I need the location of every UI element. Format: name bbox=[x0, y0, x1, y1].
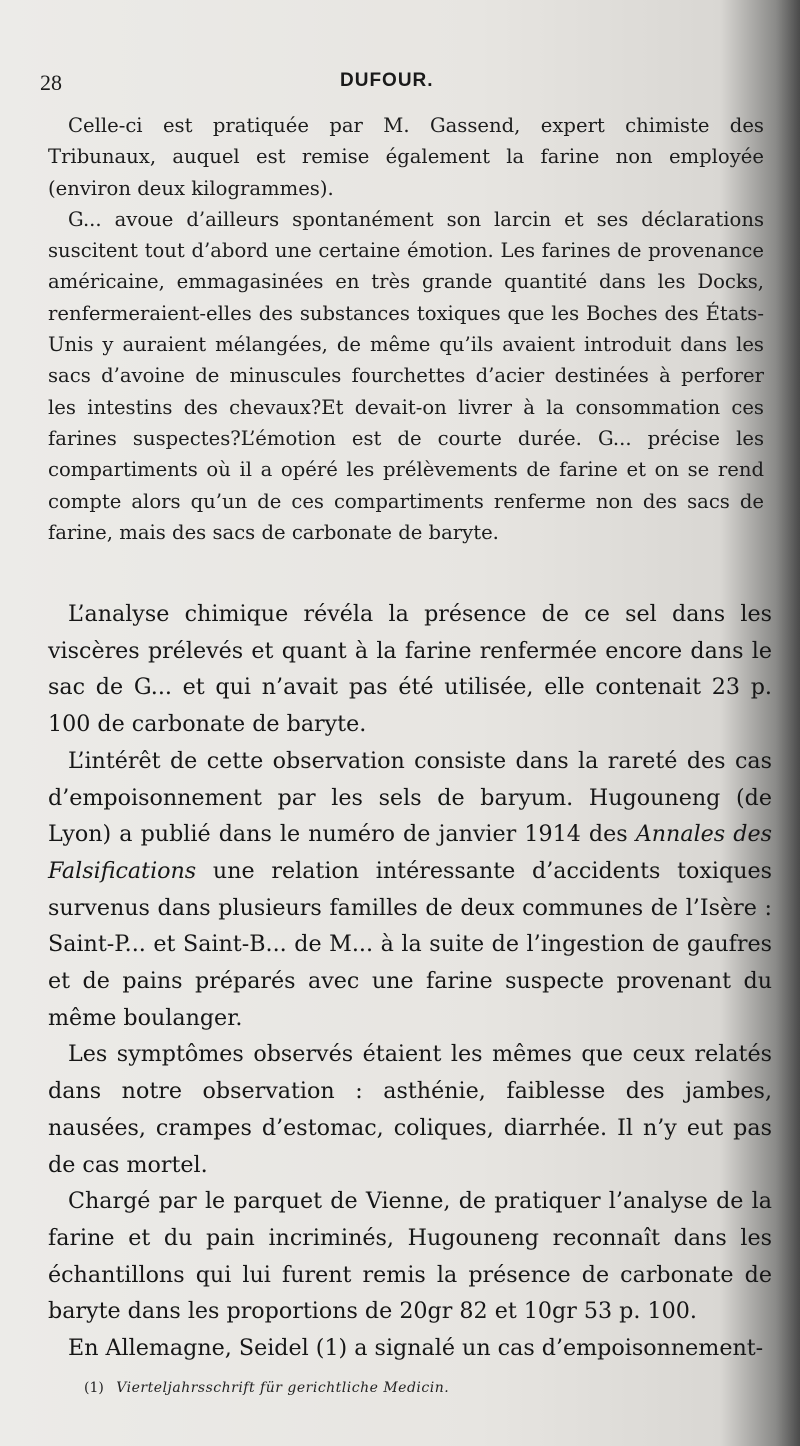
body-text-small bbox=[48, 110, 764, 548]
footnote bbox=[84, 1380, 684, 1396]
paragraph: Les symptômes observés étaient les mêmes que ceux relatés dans notre observation : asthénie, faiblesse des jambes, nausées, crampes d’estomac, coliques, diarrhée. Il n’y eut pas de cas mortel. bbox=[48, 1041, 772, 1178]
body-text-large bbox=[48, 596, 772, 1367]
paragraph: Celle-ci est pratiquée par M. Gassend, expert chimiste des Tribunaux, auquel est remise également la farine non employée (environ deux kilogrammes). bbox=[48, 114, 764, 200]
paragraph: L’analyse chimique révéla la présence de ce sel dans les viscères prélevés et quant à la farine renfermée encore dans le sac de G... et qui n’avait pas été utilisée, elle contenait 23 p. 100 de carbonate de baryte. bbox=[48, 601, 772, 738]
footnote-mark: (1) bbox=[84, 1380, 104, 1396]
paragraph: G... avoue d’ailleurs spontanément son larcin et ses déclarations suscitent tout d’abord une certaine émotion. Les farines de provenance américaine, emmagasinées en très grande quantité dans les Docks, renfermeraient-elles des substances toxiques que les Boches des États-Unis y auraient mélangées, de même qu’ils avaient introduit dans les sacs d’avoine de minuscules fourchettes d’acier destinées à perforer les intestins des chevaux?Et devait-on livrer à la consommation ces farines suspectes?L’émotion est de courte durée. G... précise les compartiments où il a opéré les prélèvements de farine et on se rend compte alors qu’un de ces compartiments renferme non des sacs de farine, mais des sacs de carbonate de baryte. bbox=[48, 207, 764, 544]
running-head: DUFOUR. bbox=[340, 70, 434, 91]
page-number: 28 bbox=[40, 70, 62, 95]
paragraph: En Allemagne, Seidel (1) a signalé un cas d’empoisonnement- bbox=[68, 1335, 764, 1362]
footnote-text: Vierteljahrsschrift für gerichtliche Medicin. bbox=[116, 1380, 450, 1396]
paragraph-text: une relation intéressante d’accidents toxiques survenus dans plusieurs familles de deux communes de l’Isère : Saint-P... et Saint-B... de M... à la suite de l’ingestion de gaufres et de pains préparés avec une farine suspecte provenant du même boulanger. bbox=[48, 857, 772, 1031]
journal-title: Annales des Falsifications bbox=[48, 821, 772, 884]
paragraph: Chargé par le parquet de Vienne, de pratiquer l’analyse de la farine et du pain incriminés, Hugouneng reconnaît dans les échantillons qui lui furent remis la présence de carbonate de baryte dans les proportions de 20gr 82 et 10gr 53 p. 100. bbox=[48, 1188, 772, 1325]
paragraph-text: L’intérêt de cette observation consiste dans la rareté des cas d’empoisonnement par les sels de baryum. Hugouneng (de Lyon) a publié dans le numéro de janvier 1914 des bbox=[48, 747, 772, 848]
page-header bbox=[40, 70, 760, 100]
paragraph bbox=[48, 743, 772, 1037]
